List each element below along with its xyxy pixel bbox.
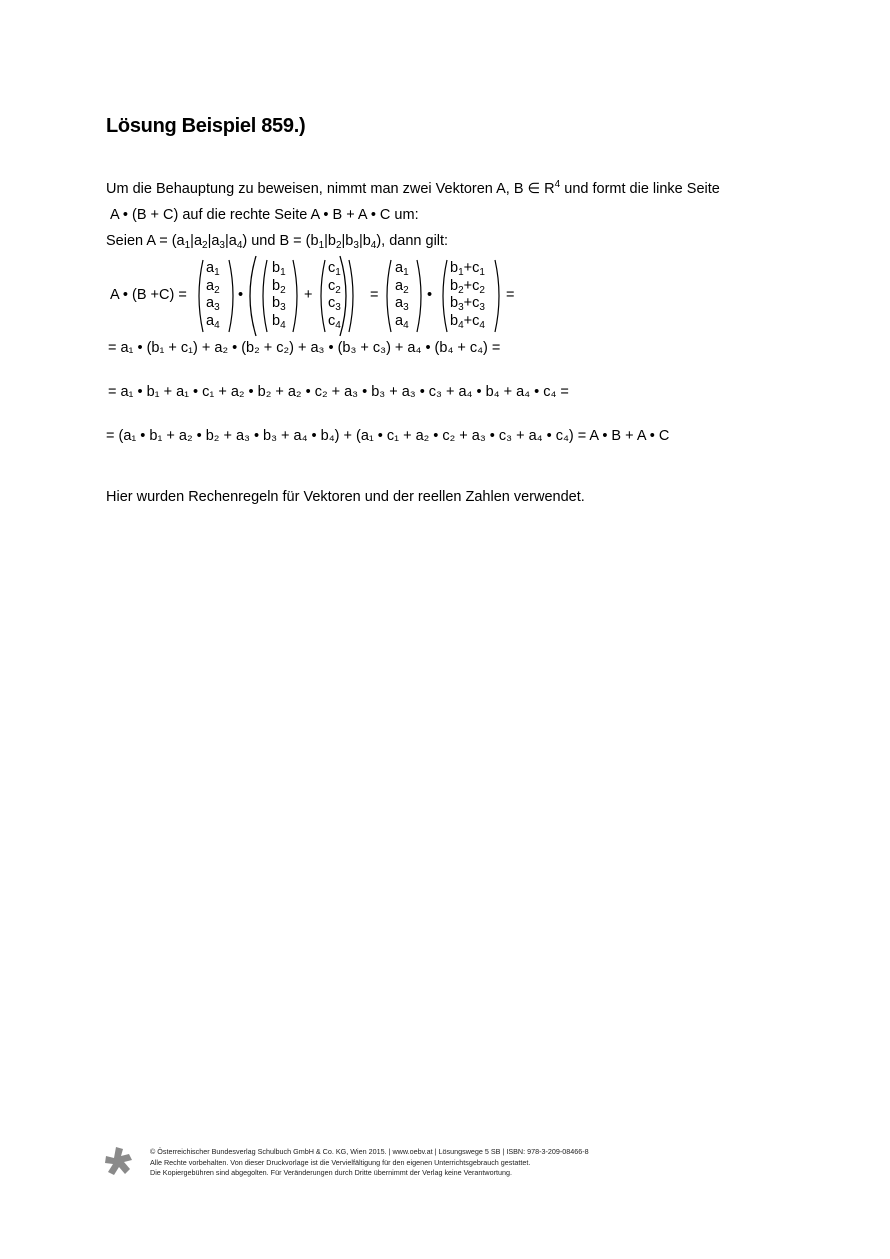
oebv-logo-icon	[104, 1146, 134, 1176]
dot-operator-1: •	[238, 287, 244, 303]
intro-line-3: Seien $A = (a_1|a_2|a_3|a_4)$ und $B = (b_1|b_2|b_3|b_4)$, dann gilt:	[106, 233, 449, 251]
equals-operator-1: =	[370, 287, 379, 303]
expansion-line-3: = (a₁ • b₁ + a₂ • b₂ + a₃ • b₃ + a₄ • b₄) + (a₁ • c₁ + a₂ • c₂ + a₃ • c₃ + a₄ • c₄) = A • B + A • C	[106, 428, 670, 444]
matrix-eq-lhs: A • (B +C) =	[110, 287, 187, 303]
footer-copyright: © Österreichischer Bundesverlag Schulbuch GmbH & Co. KG, Wien 2015. | www.oebv.at | Lösungswege 5 SB | ISBN: 978-3-209-08466-8	[150, 1147, 589, 1156]
footer-disclaimer: Die Kopiergebühren sind abgegolten. Für Veränderungen durch Dritte übernimmt der Verlag keine Verantwortung.	[150, 1168, 512, 1177]
intro-line-1: Um die Behauptung zu beweisen, nimmt man zwei Vektoren A, B ∈ $R^4$ und formt die linke Seite	[106, 179, 720, 197]
expansion-line-1: = a₁ • (b₁ + c₁) + a₂ • (b₂ + c₂) + a₃ • (b₃ + c₃) + a₄ • (b₄ + c₄) =	[108, 340, 501, 356]
page-title: Lösung Beispiel 859.)	[106, 115, 306, 137]
plus-operator: +	[304, 287, 313, 303]
intro-line-2: A • (B + C) auf die rechte Seite A • B + A • C um:	[110, 207, 419, 223]
equals-operator-2: =	[506, 287, 515, 303]
footer-rights: Alle Rechte vorbehalten. Von dieser Druckvorlage ist die Vervielfältigung für den eigenen Unterrichtsgebrauch gestattet.	[150, 1158, 531, 1167]
expansion-line-2: = a₁ • b₁ + a₁ • c₁ + a₂ • b₂ + a₂ • c₂ + a₃ • b₃ + a₃ • c₃ + a₄ • b₄ + a₄ • c₄ =	[108, 384, 569, 400]
dot-operator-2: •	[427, 287, 433, 303]
conclusion-text: Hier wurden Rechenregeln für Vektoren und der reellen Zahlen verwendet.	[106, 489, 585, 505]
